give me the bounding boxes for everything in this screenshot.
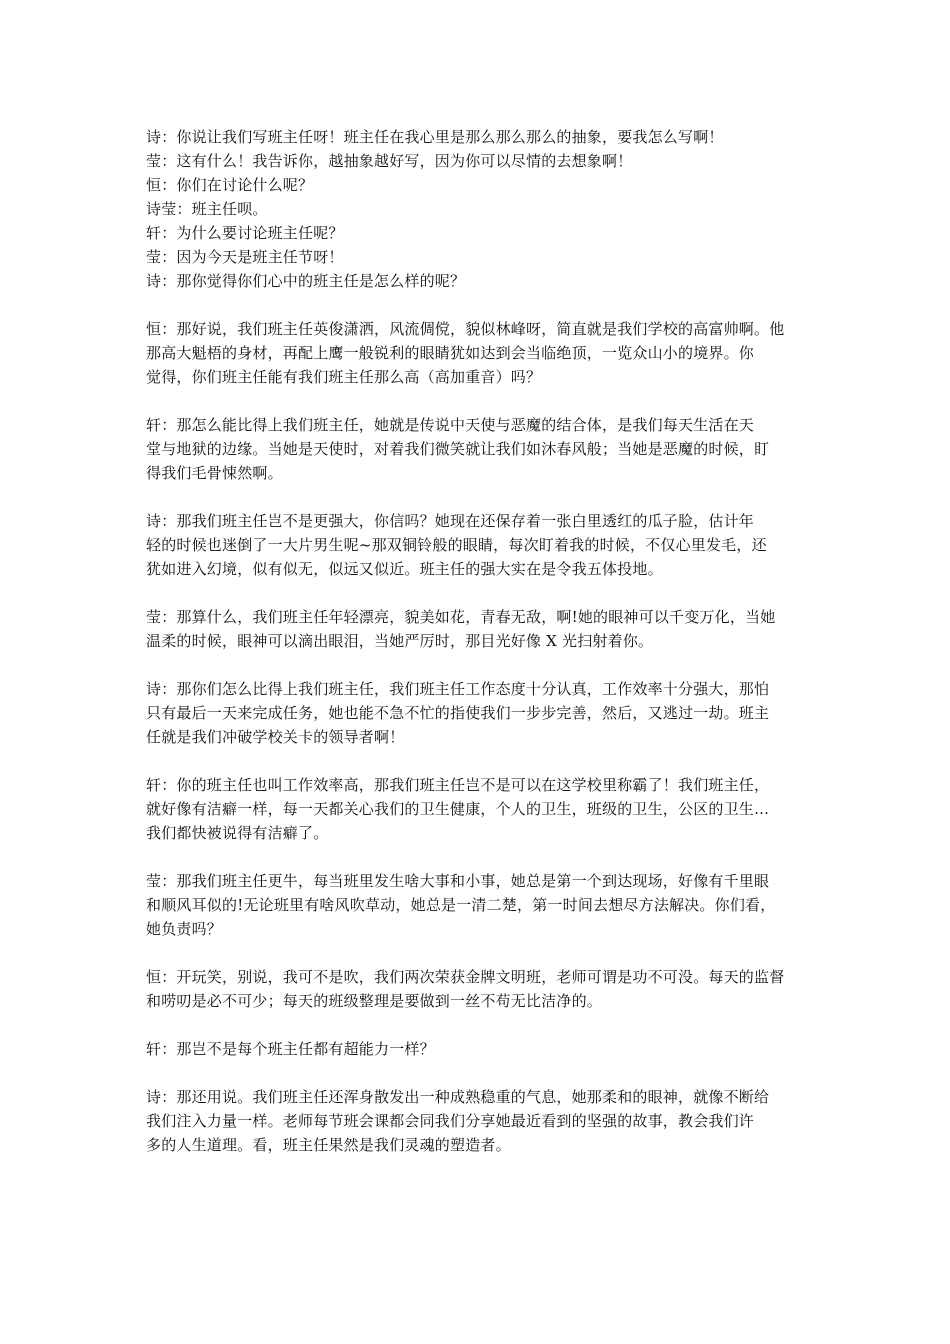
paragraph-line: 她负责吗？ [146,920,223,938]
paragraph [146,869,812,941]
paragraph-line: 轻的时候也迷倒了一大片男生呢~那双铜铃般的眼睛，每次盯着我的时候，不仅心里发毛，还 [146,536,767,554]
dialogue-line: 莹：这有什么！我告诉你，越抽象越好写，因为你可以尽情的去想象啊！ [146,152,633,170]
paragraph [146,413,812,485]
opening-dialogue [146,125,812,293]
paragraph-line: 和唠叨是必不可少；每天的班级整理是要做到一丝不苟无比洁净的。 [146,992,603,1010]
paragraph-line: 和顺风耳似的!无论班里有啥风吹草动，她总是一清二楚，第一时间去想尽方法解决。你们看， [146,896,776,914]
paragraph-line: 轩：你的班主任也叫工作效率高，那我们班主任岂不是可以在这学校里称霸了！我们班主任， [146,776,770,794]
paragraph-line: 只有最后一天来完成任务，她也能不急不忙的指使我们一步步完善，然后，又逃过一劫。班主 [146,704,770,722]
paragraph [146,317,812,389]
paragraph [146,773,812,845]
paragraph-line: 我们注入力量一样。老师每节班会课都会同我们分享她最近看到的坚强的故事，教会我们许 [146,1112,755,1130]
paragraph-line: 多的人生道理。看，班主任果然是我们灵魂的塑造者。 [146,1136,511,1154]
paragraph-line: 那高大魁梧的身材，再配上鹰一般锐利的眼睛犹如达到会当临绝顶，一览众山小的境界。你 [146,344,755,362]
paragraph-line: 温柔的时候，眼神可以滴出眼泪，当她严厉时，那目光好像 X 光扫射着你。 [146,632,654,650]
paragraph [146,677,812,749]
dialogue-line: 诗：你说让我们写班主任呀！班主任在我心里是那么那么那么的抽象，要我怎么写啊！ [146,128,724,146]
paragraph-line: 堂与地狱的边缘。当她是天使时，对着我们微笑就让我们如沐春风般；当她是恶魔的时候，盯 [146,440,770,458]
paragraph [146,605,812,653]
paragraph [146,1037,812,1061]
dialogue-line: 恒：你们在讨论什么呢？ [146,176,314,194]
paragraph-line: 得我们毛骨悚然啊。 [146,464,283,482]
paragraph-line: 诗：那我们班主任岂不是更强大，你信吗？她现在还保存着一张白里透红的瓜子脸，估计年 [146,512,755,530]
paragraph-line: 诗：那你们怎么比得上我们班主任，我们班主任工作态度十分认真，工作效率十分强大，那怕 [146,680,770,698]
paragraph-line: 恒：开玩笑，别说，我可不是吹，我们两次荣获金牌文明班，老师可谓是功不可没。每天的监督 [146,968,785,986]
paragraph-line: 就好像有洁癖一样，每一天都关心我们的卫生健康，个人的卫生，班级的卫生，公区的卫生… [146,800,770,818]
document-page [146,125,812,1157]
paragraph-line: 犹如进入幻境，似有似无，似远又似近。班主任的强大实在是令我五体投地。 [146,560,663,578]
paragraph-line: 莹：那我们班主任更牛，每当班里发生啥大事和小事，她总是第一个到达现场，好像有千里眼 [146,872,770,890]
dialogue-line: 诗莹：班主任呗。 [146,200,268,218]
dialogue-line: 莹：因为今天是班主任节呀！ [146,248,344,266]
dialogue-line: 轩：为什么要讨论班主任呢？ [146,224,344,242]
paragraph [146,965,812,1013]
paragraph-line: 任就是我们冲破学校关卡的领导者啊！ [146,728,405,746]
paragraph [146,509,812,581]
paragraph-line: 轩：那岂不是每个班主任都有超能力一样？ [146,1040,435,1058]
paragraph-line: 莹：那算什么，我们班主任年轻漂亮，貌美如花，青春无敌，啊!她的眼神可以千变万化，当她 [146,608,776,626]
paragraph-line: 我们都快被说得有洁癖了。 [146,824,329,842]
paragraph-line: 觉得，你们班主任能有我们班主任那么高（高加重音）吗？ [146,368,542,386]
paragraph-line: 恒：那好说，我们班主任英俊潇洒，风流倜傥，貌似林峰呀，简直就是我们学校的高富帅啊。他 [146,320,785,338]
paragraph-line: 诗：那还用说。我们班主任还浑身散发出一种成熟稳重的气息，她那柔和的眼神，就像不断给 [146,1088,770,1106]
paragraph [146,1085,812,1157]
dialogue-line: 诗：那你觉得你们心中的班主任是怎么样的呢？ [146,272,466,290]
paragraph-line: 轩：那怎么能比得上我们班主任，她就是传说中天使与恶魔的结合体，是我们每天生活在天 [146,416,755,434]
